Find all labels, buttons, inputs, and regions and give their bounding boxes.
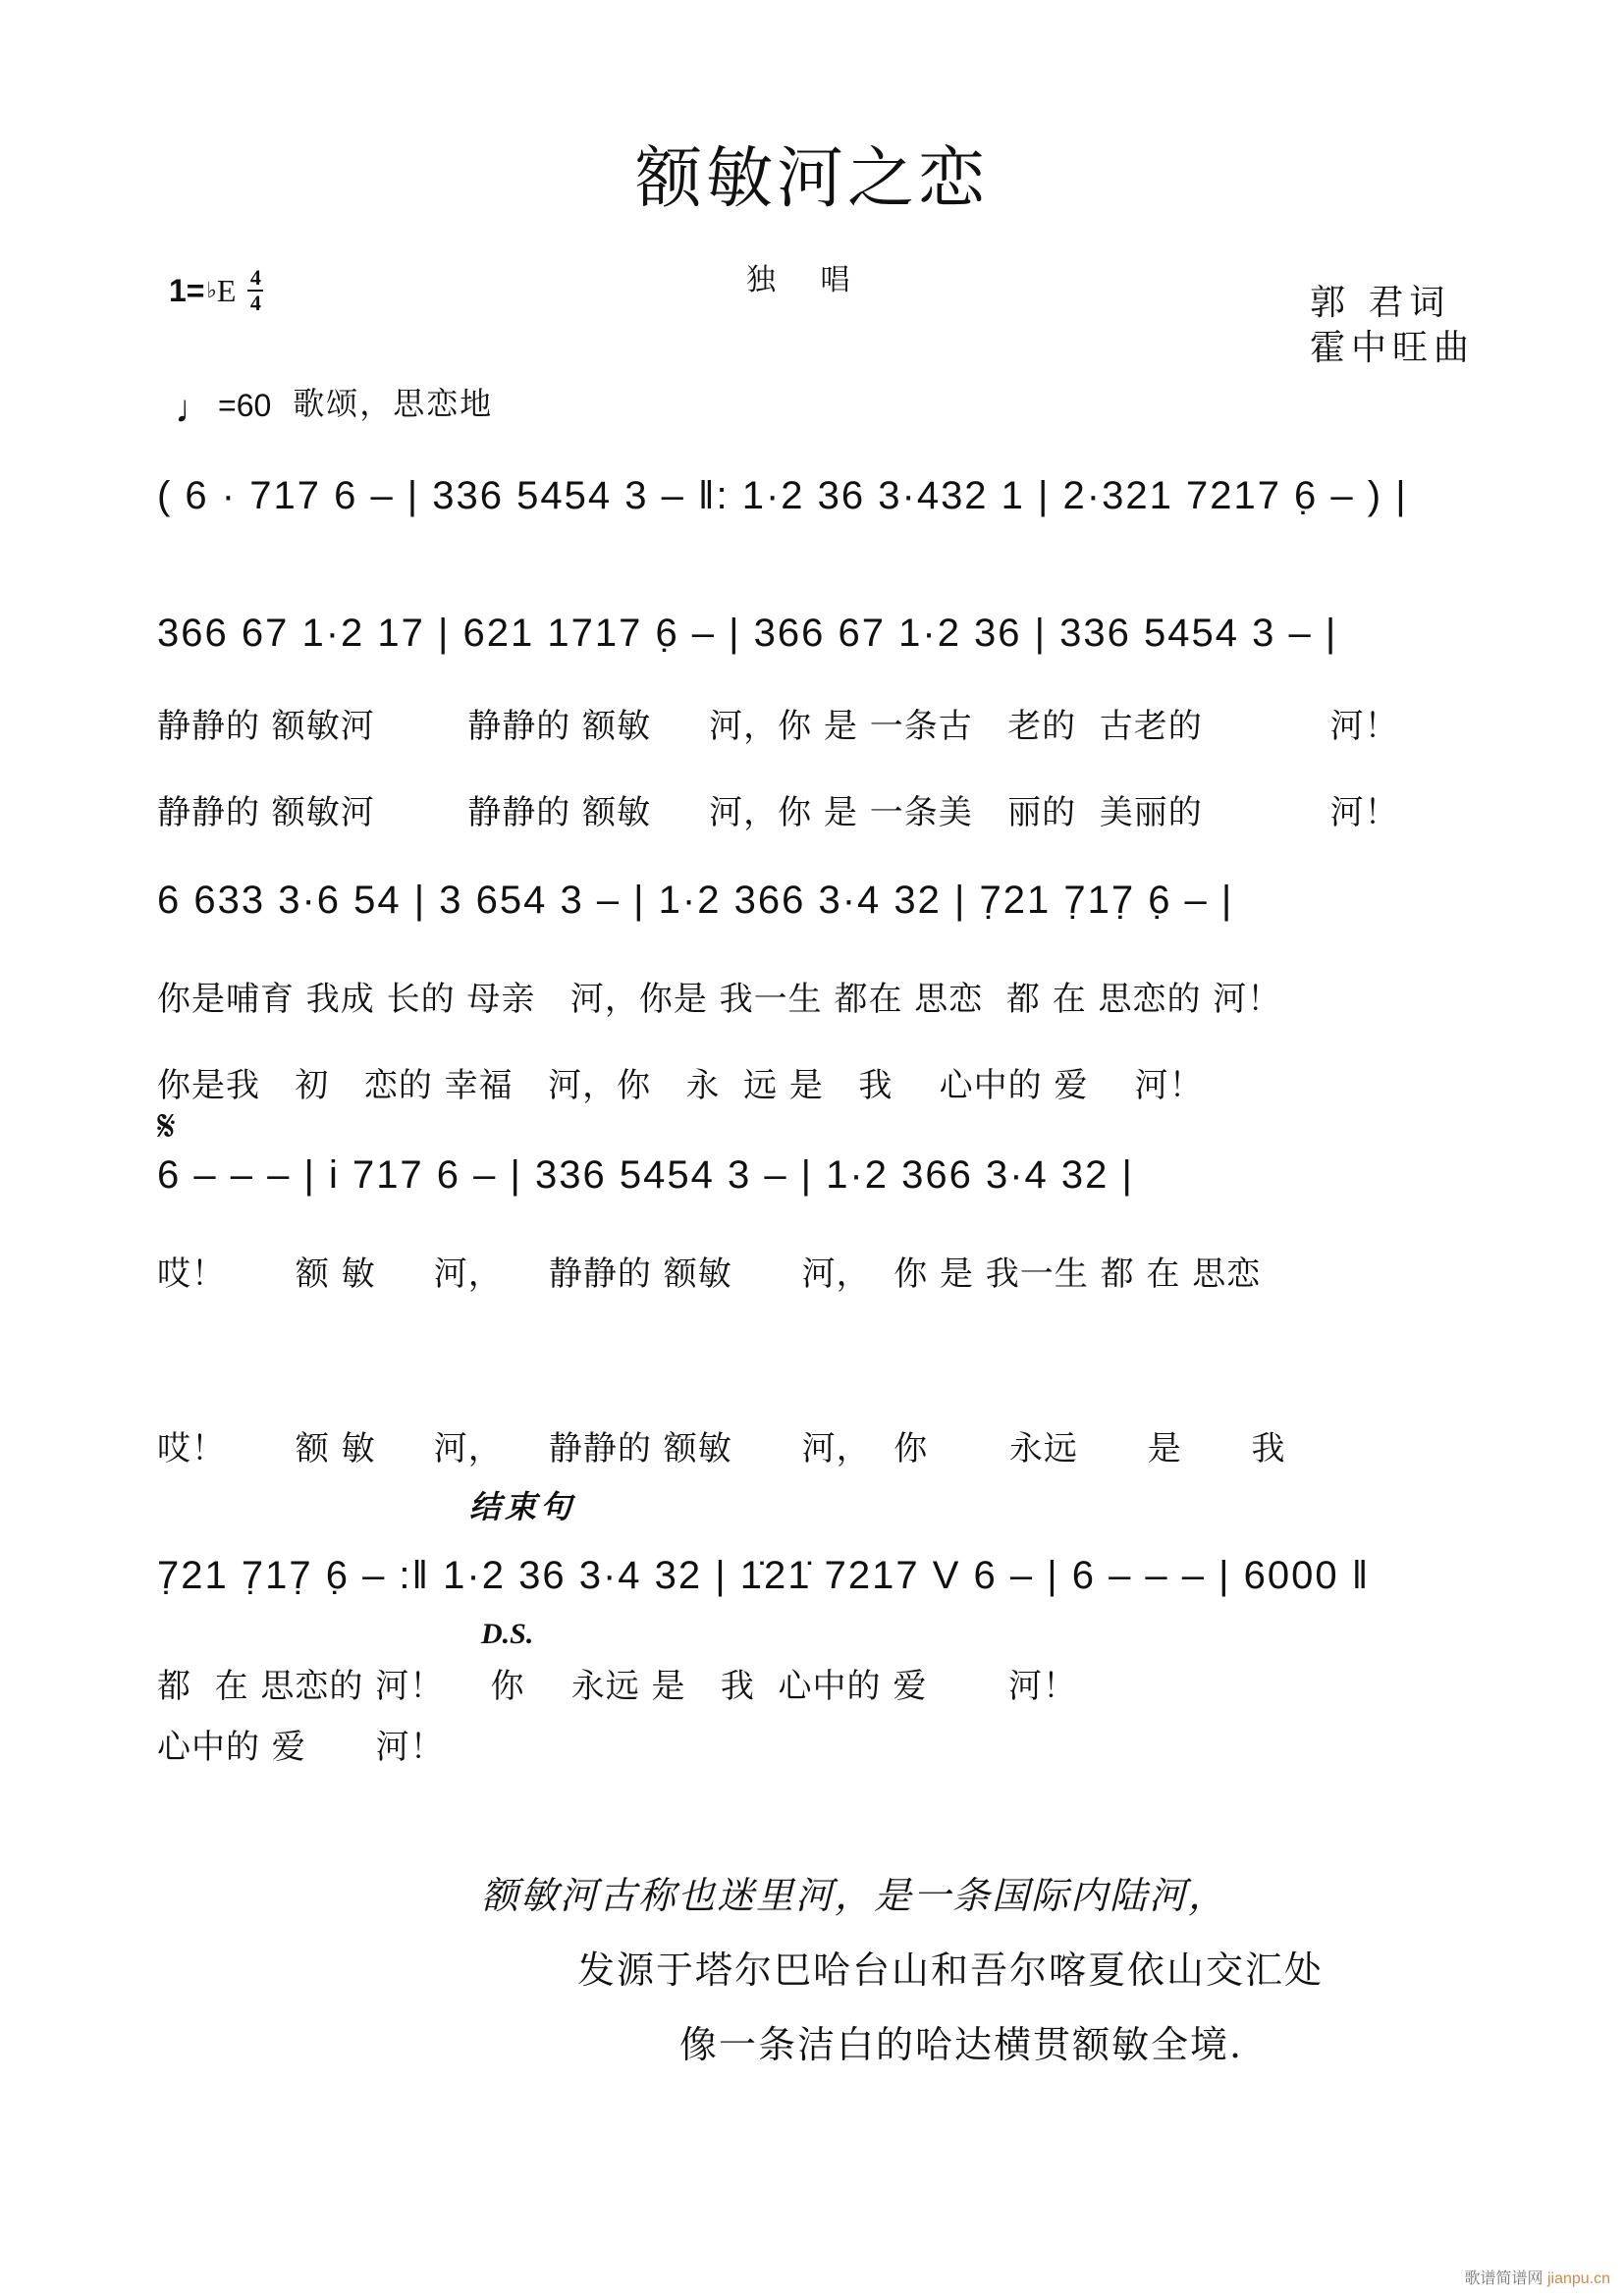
key-note: E xyxy=(216,272,237,308)
lyric-verse-1: 静静的 额敏河 静静的 额敏 河，你 是 一条古 老的 古老的 河！ xyxy=(157,707,1399,746)
lyric-verse-2: 哎！ 额 敏 河， 静静的 额敏 河， 你 永远 是 我 xyxy=(157,1429,1286,1468)
note-line-3: 像一条洁白的哈达横贯额敏全境. xyxy=(679,2023,1244,2066)
time-signature xyxy=(247,267,263,314)
watermark-label: 歌谱简谱网 xyxy=(1464,2270,1543,2287)
notation-line: 366 67 1·2 17 | 621 1717 6̣ – | 366 67 1·2 36 | 336 5454 3 – | xyxy=(157,611,1338,655)
watermark-site: jianpu.cn xyxy=(1546,2270,1610,2287)
lyric-verse-2: 心中的 爱 河！ xyxy=(157,1728,445,1767)
key-signature xyxy=(169,267,263,314)
credits xyxy=(1310,281,1475,371)
time-sig-top: 4 xyxy=(249,265,261,290)
dal-segno-marking: D.S. xyxy=(481,1618,534,1650)
lyricist: 郭 君词 xyxy=(1309,283,1451,323)
composer: 霍中旺曲 xyxy=(1309,328,1475,368)
lyric-verse-1: 都 在 思恋的 河！ 你 永远 是 我 心中的 爱 河！ xyxy=(157,1667,1077,1706)
key-prefix: 1= xyxy=(169,272,205,308)
lyric-verse-1: 哎！ 额 敏 河， 静静的 额敏 河， 你 是 我一生 都 在 思恋 xyxy=(157,1255,1262,1294)
flat-icon: ♭ xyxy=(206,278,217,302)
watermark xyxy=(1464,2266,1610,2288)
lyric-verse-2: 你是我 初 恋的 幸福 河，你 永 远 是 我 心中的 爱 河！ xyxy=(157,1066,1204,1105)
note-line-2: 发源于塔尔巴哈台山和吾尔喀夏依山交汇处 xyxy=(577,1949,1325,1992)
notation-line: 6 – – – | i 717 6 – | 336 5454 3 – | 1·2 366 3·4 32 | xyxy=(157,1152,1134,1197)
system-4 xyxy=(157,1131,1473,1219)
notation-line: ( 6 · 717 6 – | 336 5454 3 – ‖: 1·2 36 3·432 1 | 2·321 7217 6̣ – ) | xyxy=(157,473,1408,517)
tempo-value: =60 xyxy=(218,388,272,423)
notation-line: 6 633 3·6 54 | 3 654 3 – | 1·2 366 3·4 32 | 7̣21 7̣17̣ 6̣ – | xyxy=(157,878,1234,922)
song-title: 额敏河之恋 xyxy=(634,140,989,218)
note-line-1: 额敏河古称也迷里河，是一条国际内陆河， xyxy=(481,1874,1228,1917)
tempo-marking xyxy=(175,379,494,431)
system-5 xyxy=(157,1531,1473,1620)
notation-line: 7̣21 7̣17̣ 6̣ – :‖ 1·2 36 3·4 32 | 1̇21̇ 7217 V 6 – | 6 – – – | 6000 ‖ xyxy=(157,1553,1371,1597)
lyric-verse-1: 你是哺育 我成 长的 母亲 河，你是 我一生 都在 思恋 都 在 思恋的 河！ xyxy=(157,980,1282,1019)
system-2 xyxy=(157,589,1473,677)
performance-type: 独 唱 xyxy=(746,263,868,297)
quarter-note-icon: ♩ xyxy=(175,388,214,431)
system-1 xyxy=(157,452,1473,540)
lyric-verse-2: 静静的 额敏河 静静的 额敏 河，你 是 一条美 丽的 美丽的 河！ xyxy=(157,793,1399,832)
segno-icon: 𝄋 xyxy=(157,1101,176,1151)
ending-label: 结束句 xyxy=(469,1488,576,1525)
time-sig-bottom: 4 xyxy=(249,291,261,315)
expression-marking: 歌颂，思恋地 xyxy=(293,385,494,422)
system-3 xyxy=(157,856,1473,944)
